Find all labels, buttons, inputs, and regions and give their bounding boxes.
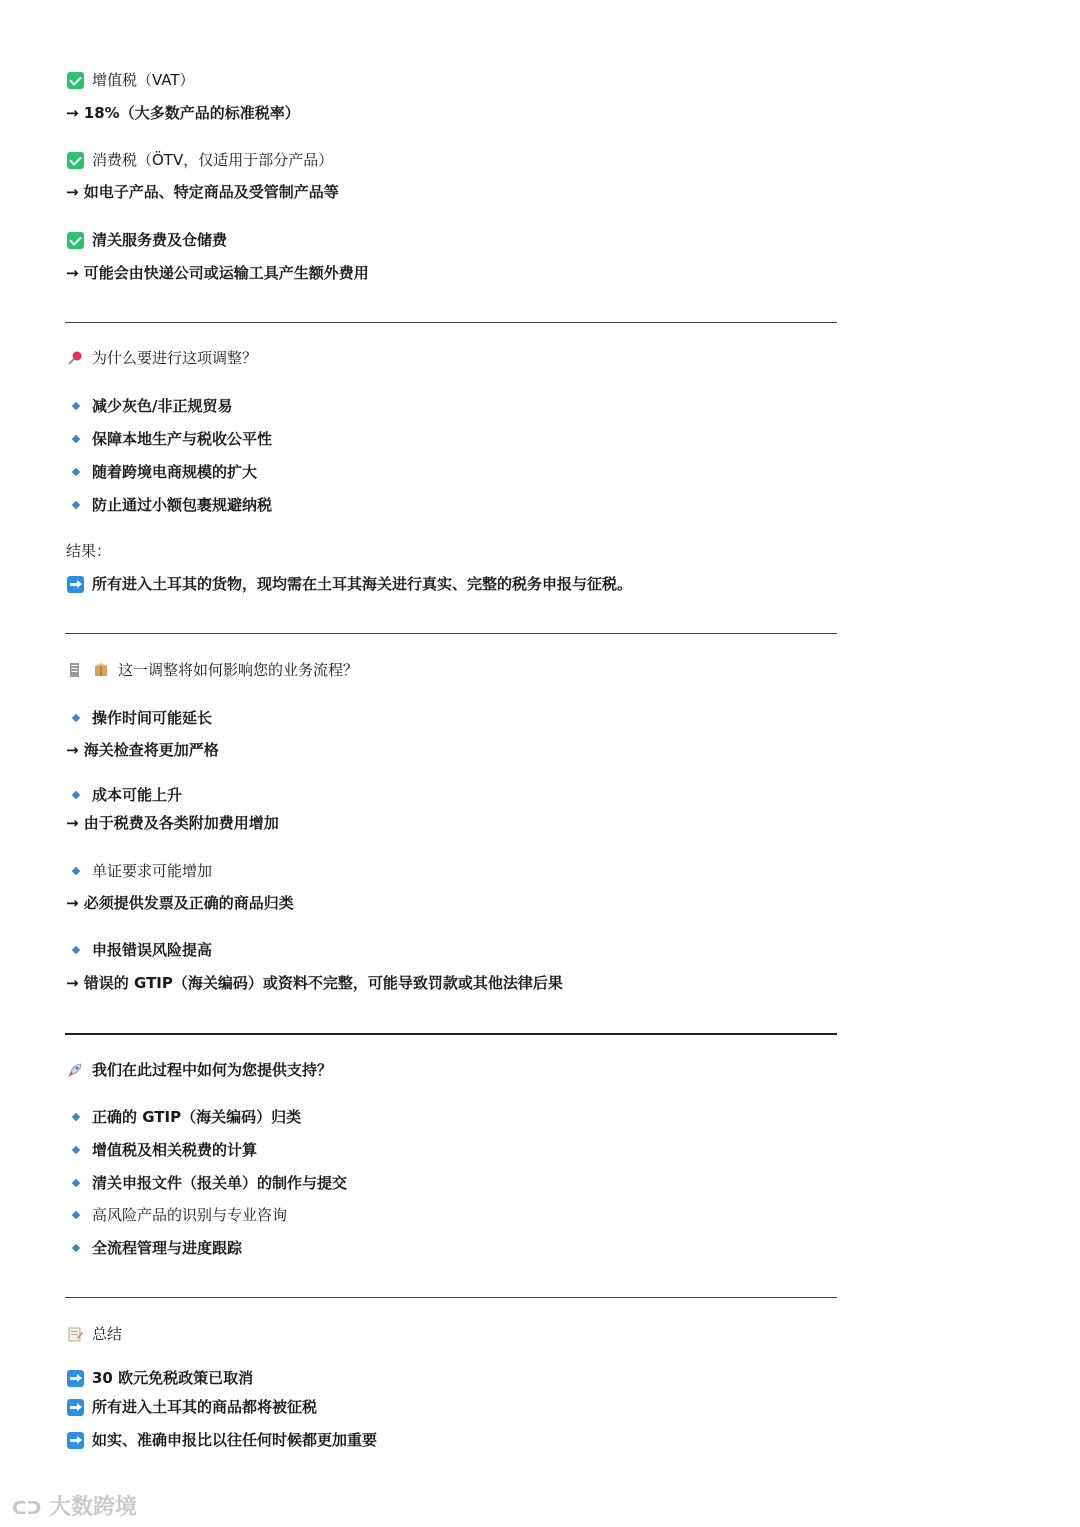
bullet-icon bbox=[72, 1244, 80, 1252]
tax-item-sub: → 如电子产品、特定商品及受管制产品等 bbox=[66, 183, 339, 201]
pushpin-icon bbox=[67, 350, 83, 366]
impact-sub: → 必须提供发票及正确的商品归类 bbox=[66, 894, 294, 912]
right-arrow-box-icon bbox=[67, 576, 84, 593]
bullet-icon bbox=[72, 867, 80, 875]
why-bullet: 保障本地生产与税收公平性 bbox=[92, 430, 273, 448]
impact-sub: → 海关检查将更加严格 bbox=[66, 741, 219, 759]
summary-item: 30 欧元免税政策已取消 bbox=[92, 1369, 254, 1387]
divider bbox=[65, 633, 837, 634]
divider bbox=[65, 322, 837, 323]
result-label: 结果： bbox=[66, 542, 112, 560]
impact-sub-text: 海关检查将更加严格 bbox=[83, 741, 219, 759]
right-arrow-box-icon bbox=[67, 1370, 84, 1387]
section-heading-support: 我们在此过程中如何为您提供支持？ bbox=[92, 1061, 333, 1079]
bullet-icon bbox=[72, 1146, 80, 1154]
support-bullet: 增值税及相关税费的计算 bbox=[92, 1141, 258, 1159]
support-bullet: 全流程管理与进度跟踪 bbox=[92, 1239, 243, 1257]
bullet-icon bbox=[72, 435, 80, 443]
watermark-text: 大数跨境 bbox=[49, 1495, 138, 1520]
right-arrow-box-icon bbox=[67, 1399, 84, 1416]
divider bbox=[65, 1033, 837, 1035]
section-heading-impact: 这一调整将如何影响您的业务流程？ bbox=[118, 661, 359, 679]
bullet-icon bbox=[72, 791, 80, 799]
package-icon bbox=[93, 662, 109, 678]
bullet-icon bbox=[72, 402, 80, 410]
notepad-icon bbox=[67, 662, 83, 678]
summary-item: 所有进入土耳其的商品都将被征税 bbox=[92, 1398, 318, 1416]
result-text: 所有进入土耳其的货物，现均需在土耳其海关进行真实、完整的税务申报与征税。 bbox=[92, 575, 633, 593]
why-bullet: 随着跨境电商规模的扩大 bbox=[92, 463, 258, 481]
summary-item: 如实、准确申报比以往任何时候都更加重要 bbox=[92, 1431, 378, 1449]
impact-title: 操作时间可能延长 bbox=[92, 709, 213, 727]
impact-sub-text: 由于税费及各类附加费用增加 bbox=[83, 814, 279, 832]
support-bullet: 清关申报文件（报关单）的制作与提交 bbox=[92, 1174, 348, 1192]
tax-item-title: 消费税（ÖTV，仅适用于部分产品） bbox=[92, 151, 334, 169]
bullet-icon bbox=[72, 468, 80, 476]
bullet-icon bbox=[72, 714, 80, 722]
impact-title: 申报错误风险提高 bbox=[92, 941, 213, 959]
impact-sub: → 由于税费及各类附加费用增加 bbox=[66, 814, 279, 832]
watermark bbox=[12, 1490, 137, 1521]
impact-sub-text: 错误的 GTIP（海关编码）或资料不完整，可能导致罚款或其他法律后果 bbox=[83, 974, 563, 992]
bullet-icon bbox=[72, 1179, 80, 1187]
support-bullet: 高风险产品的识别与专业咨询 bbox=[92, 1206, 288, 1224]
bullet-icon bbox=[72, 946, 80, 954]
watermark-logo-icon: ᑕᑐ bbox=[12, 1498, 42, 1519]
tax-item-sub: → 可能会由快递公司或运输工具产生额外费用 bbox=[66, 264, 369, 282]
right-arrow-box-icon bbox=[67, 1432, 84, 1449]
tax-item-sub-text: 可能会由快递公司或运输工具产生额外费用 bbox=[83, 264, 369, 282]
check-box-icon bbox=[67, 152, 84, 169]
bullet-icon bbox=[72, 501, 80, 509]
rocket-icon bbox=[67, 1062, 83, 1078]
check-box-icon bbox=[67, 232, 84, 249]
tax-item-sub-text: 如电子产品、特定商品及受管制产品等 bbox=[83, 183, 339, 201]
tax-item-title: 增值税（VAT） bbox=[92, 71, 195, 89]
tax-item-title: 清关服务费及仓储费 bbox=[92, 231, 228, 249]
memo-icon bbox=[67, 1326, 83, 1342]
impact-sub-text: 必须提供发票及正确的商品归类 bbox=[83, 894, 294, 912]
impact-title: 单证要求可能增加 bbox=[92, 862, 213, 880]
impact-sub: → 错误的 GTIP（海关编码）或资料不完整，可能导致罚款或其他法律后果 bbox=[66, 974, 563, 992]
section-heading-why: 为什么要进行这项调整？ bbox=[92, 349, 258, 367]
check-box-icon bbox=[67, 72, 84, 89]
support-bullet: 正确的 GTIP（海关编码）归类 bbox=[92, 1108, 302, 1126]
why-bullet: 防止通过小额包裹规避纳税 bbox=[92, 496, 273, 514]
impact-title: 成本可能上升 bbox=[92, 786, 183, 804]
tax-item-sub-text: 18%（大多数产品的标准税率） bbox=[83, 104, 300, 122]
bullet-icon bbox=[72, 1211, 80, 1219]
why-bullet: 减少灰色/非正规贸易 bbox=[92, 397, 233, 415]
divider bbox=[65, 1297, 837, 1298]
section-heading-summary: 总结 bbox=[92, 1325, 123, 1343]
tax-item-sub: → 18%（大多数产品的标准税率） bbox=[66, 104, 300, 122]
bullet-icon bbox=[72, 1113, 80, 1121]
